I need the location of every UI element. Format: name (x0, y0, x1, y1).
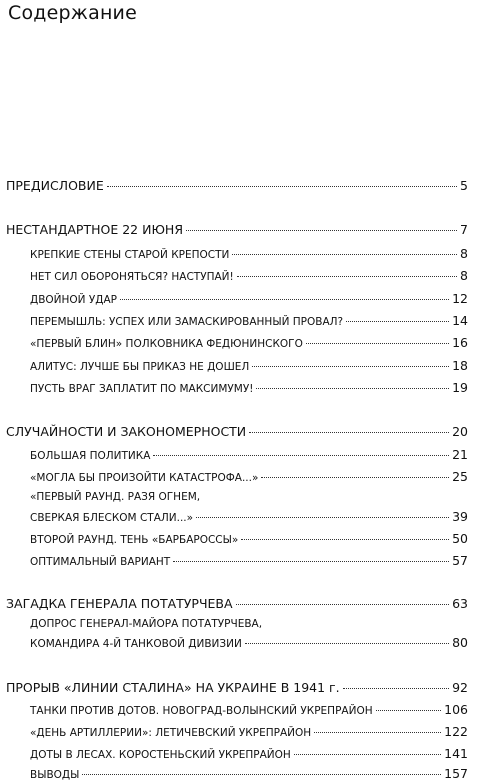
toc-subentry[interactable] (30, 469, 468, 484)
toc-subentry[interactable] (30, 358, 468, 373)
toc-chapter-3[interactable] (6, 596, 468, 611)
toc-page-number: 122 (444, 724, 468, 739)
toc-chapter-2[interactable] (6, 424, 468, 439)
dot-leader (232, 254, 457, 255)
toc-subentry[interactable] (30, 380, 468, 395)
toc-subentry[interactable] (30, 724, 468, 739)
dot-leader (245, 643, 449, 644)
dot-leader (294, 754, 441, 755)
toc-chapter-label: СЛУЧАЙНОСТИ И ЗАКОНОМЕРНОСТИ (6, 424, 247, 439)
toc-page-number: 141 (444, 746, 468, 761)
toc-chapter-1[interactable] (6, 222, 468, 237)
dot-leader (196, 517, 449, 518)
dot-leader (252, 366, 449, 367)
toc-subentry-label: ПУСТЬ ВРАГ ЗАПЛАТИТ ПО МАКСИМУМУ! (30, 383, 254, 395)
toc-subentry-label: «МОГЛА БЫ ПРОИЗОЙТИ КАТАСТРОФА...» (30, 472, 259, 484)
toc-subentry[interactable] (30, 746, 468, 761)
dot-leader (261, 477, 449, 478)
dot-leader (343, 688, 449, 689)
toc-page-number: 14 (452, 313, 468, 328)
toc-subentry[interactable] (30, 268, 468, 283)
toc-subentry-label: ВТОРОЙ РАУНД. ТЕНЬ «БАРБАРОССЫ» (30, 534, 239, 546)
toc-subentry-label: ДВОЙНОЙ УДАР (30, 294, 117, 306)
toc-page-number: 80 (452, 635, 468, 650)
dot-leader (346, 321, 449, 322)
toc-subentry-label: «ПЕРВЫЙ БЛИН» ПОЛКОВНИКА ФЕДЮНИНСКОГО (30, 338, 303, 350)
toc-subentry[interactable] (30, 447, 468, 462)
toc-chapter-4[interactable] (6, 680, 468, 695)
toc-page-number: 20 (452, 424, 468, 439)
toc-subentry-label-line1: «ПЕРВЫЙ РАУНД. РАЗЯ ОГНЕМ, (30, 491, 201, 503)
toc-subentry[interactable] (30, 246, 468, 261)
toc-subentry-label: КОМАНДИРА 4-Й ТАНКОВОЙ ДИВИЗИИ (30, 638, 242, 650)
toc-page-number: 50 (452, 531, 468, 546)
toc-entry-label: ПРЕДИСЛОВИЕ (6, 178, 104, 193)
toc-subentry-label: ТАНКИ ПРОТИВ ДОТОВ. НОВОГРАД-ВОЛЫНСКИЙ УКРЕПРАЙОН (30, 705, 373, 717)
dot-leader (256, 388, 449, 389)
toc-subentry[interactable] (30, 509, 468, 524)
dot-leader (241, 539, 449, 540)
page-title: Содержание (8, 2, 137, 24)
toc-subentry-label-line1: ДОПРОС ГЕНЕРАЛ-МАЙОРА ПОТАТУРЧЕВА, (30, 618, 263, 630)
dot-leader (153, 455, 449, 456)
toc-subentry[interactable] (30, 553, 468, 568)
toc-page-number: 7 (460, 222, 468, 237)
toc-page-number: 18 (452, 358, 468, 373)
dot-leader (173, 561, 449, 562)
toc-subentry[interactable] (30, 291, 468, 306)
toc-subentry-label: ВЫВОДЫ (30, 769, 80, 781)
dot-leader (314, 732, 441, 733)
toc-page-number: 12 (452, 291, 468, 306)
toc-page-number: 16 (452, 335, 468, 350)
dot-leader (237, 276, 457, 277)
toc-page-number: 25 (452, 469, 468, 484)
toc-page-number: 63 (452, 596, 468, 611)
toc-subentry-label: КРЕПКИЕ СТЕНЫ СТАРОЙ КРЕПОСТИ (30, 249, 230, 261)
dot-leader (236, 604, 450, 605)
toc-entry-preface[interactable] (6, 178, 468, 193)
toc-subentry[interactable] (30, 635, 468, 650)
dot-leader (376, 710, 442, 711)
toc-subentry[interactable] (30, 313, 468, 328)
toc-page-number: 19 (452, 380, 468, 395)
toc-subentry-label: СВЕРКАЯ БЛЕСКОМ СТАЛИ...» (30, 512, 194, 524)
toc-page-number: 157 (444, 766, 468, 781)
toc-subentry-label: АЛИТУС: ЛУЧШЕ БЫ ПРИКАЗ НЕ ДОШЕЛ (30, 361, 250, 373)
toc-subentry[interactable] (30, 766, 468, 781)
toc-page-number: 8 (460, 268, 468, 283)
toc-subentry[interactable] (30, 531, 468, 546)
toc-chapter-label: НЕСТАНДАРТНОЕ 22 ИЮНЯ (6, 222, 184, 237)
dot-leader (306, 343, 449, 344)
toc-subentry-label: ДОТЫ В ЛЕСАХ. КОРОСТЕНЬСКИЙ УКРЕПРАЙОН (30, 749, 291, 761)
toc-page-number: 5 (460, 178, 468, 193)
toc-chapter-label: ПРОРЫВ «ЛИНИИ СТАЛИНА» НА УКРАИНЕ В 1941 г. (6, 680, 340, 695)
toc-subentry-label: БОЛЬШАЯ ПОЛИТИКА (30, 450, 151, 462)
toc-chapter-label: ЗАГАДКА ГЕНЕРАЛА ПОТАТУРЧЕВА (6, 596, 233, 611)
toc-subentry-label: НЕТ СИЛ ОБОРОНЯТЬСЯ? НАСТУПАЙ! (30, 271, 234, 283)
dot-leader (249, 432, 449, 433)
toc-page-number: 39 (452, 509, 468, 524)
toc-subentry-label: ПЕРЕМЫШЛЬ: УСПЕХ ИЛИ ЗАМАСКИРОВАННЫЙ ПРОВАЛ? (30, 316, 344, 328)
toc-page-number: 21 (452, 447, 468, 462)
toc-subentry-label: ОПТИМАЛЬНЫЙ ВАРИАНТ (30, 556, 171, 568)
toc-page-number: 8 (460, 246, 468, 261)
dot-leader (120, 299, 449, 300)
dot-leader (82, 774, 441, 775)
toc-page-number: 92 (452, 680, 468, 695)
toc-subentry[interactable] (30, 335, 468, 350)
toc-subentry-label: «ДЕНЬ АРТИЛЛЕРИИ»: ЛЕТИЧЕВСКИЙ УКРЕПРАЙОН (30, 727, 312, 739)
dot-leader (107, 186, 457, 187)
toc-page-number: 57 (452, 553, 468, 568)
toc-page-number: 106 (444, 702, 468, 717)
dot-leader (186, 230, 457, 231)
toc-subentry[interactable] (30, 702, 468, 717)
